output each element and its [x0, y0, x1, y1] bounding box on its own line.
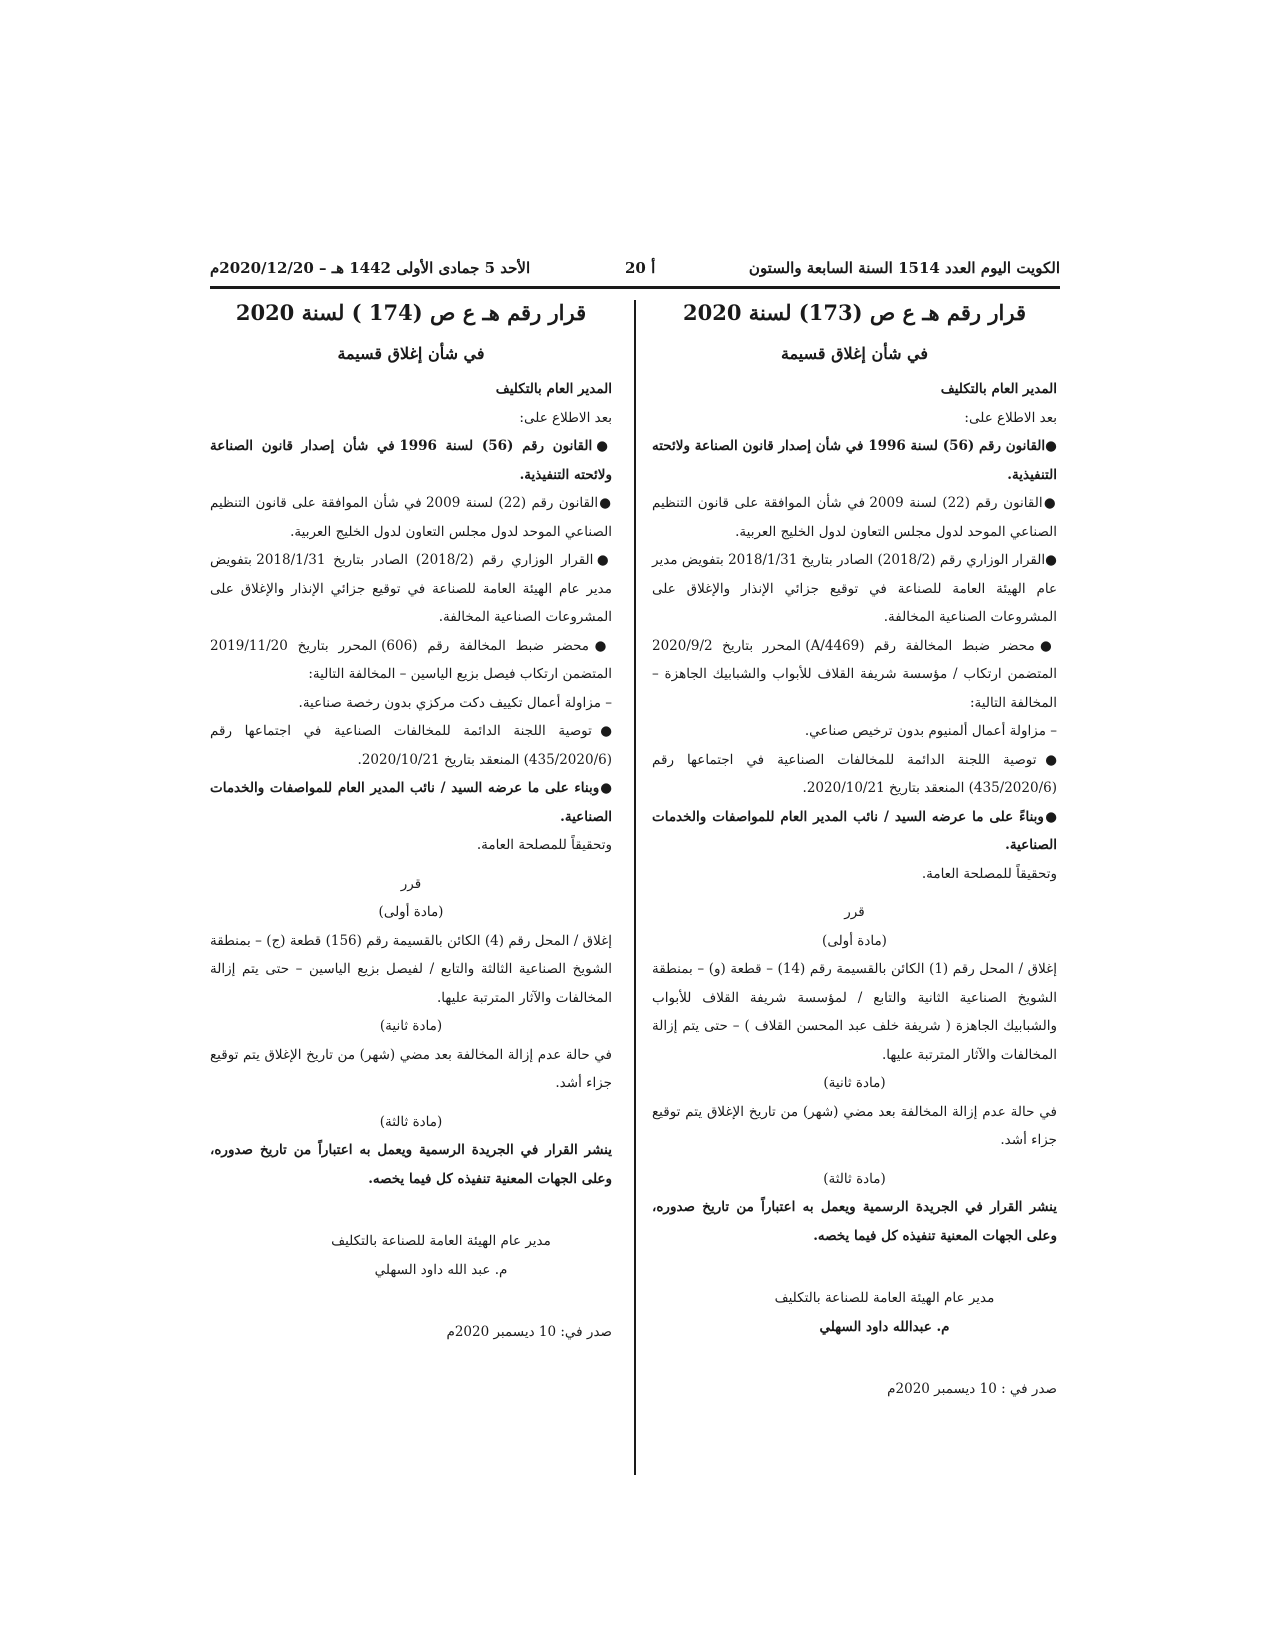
decision-clause-4: ●محضر ضبط المخالفة رقم (606) المحرر بتاريخ 2019/11/20 المتضمن ارتكاب فيصل بزيع الياسين – المخالفة التالية:: [210, 637, 612, 682]
decision-decided: قرر: [844, 904, 865, 920]
article-3-title: (مادة ثالثة): [379, 1113, 443, 1130]
decision-decided: قرر: [400, 875, 422, 892]
decision-preamble: بعد الاطلاع على:: [519, 409, 612, 426]
header-issue-info: الكويت اليوم العدد 1514 السنة السابعة والستون: [748, 259, 1060, 277]
header-rule: [210, 286, 1060, 289]
signatory-title: مدير عام الهيئة العامة للصناعة بالتكليف: [774, 1290, 995, 1306]
issued-date: صدر في : 10 ديسمبر 2020م: [887, 1381, 1057, 1397]
decision-issuer: المدير العام بالتكليف: [495, 381, 612, 397]
signatory-name: م. عبد الله داود السهلي: [374, 1261, 508, 1278]
decision-clause-6: ●وبناءً على ما عرضه السيد / نائب المدير العام للمواصفات والخدمات الصناعية.: [652, 808, 1057, 853]
article-2-text: في حالة عدم إزالة المخالفة بعد مضي (شهر) من تاريخ الإغلاق يتم توقيع جزاء أشد.: [652, 1103, 1057, 1148]
decision-title: قرار رقم هـ ع ص (173) لسنة 2020: [683, 300, 1026, 325]
article-1-title: (مادة أولى): [378, 904, 444, 920]
decision-issuer: المدير العام بالتكليف: [940, 381, 1057, 397]
decision-violation: – مزاولة أعمال ألمنيوم بدون ترخيص صناعي.: [804, 723, 1057, 739]
page-header: [210, 255, 1060, 285]
article-2-title: (مادة ثانية): [823, 1075, 886, 1091]
decision-public-interest: وتحقيقاً للمصلحة العامة.: [921, 865, 1057, 882]
decision-173-column: [652, 295, 1057, 1404]
header-page-number: أ 20: [625, 259, 656, 277]
article-1-title: (مادة أولى): [822, 932, 887, 949]
article-2-text: في حالة عدم إزالة المخالفة بعد مضي (شهر) من تاريخ الإغلاق يتم توقيع جزاء أشد.: [210, 1046, 612, 1091]
decision-clause-3: ●القرار الوزاري رقم (2018/2) الصادر بتاريخ 2018/1/31 بتفويض مدير عام الهيئة العامة للصناعة في توقيع جزائي الإنذار والإغلاق على المشروعات الصناعية المخالفة.: [210, 552, 612, 625]
article-1-text: إغلاق / المحل رقم (4) الكائن بالقسيمة رقم (156) قطعة (ج) – بمنطقة الشويخ الصناعية الثالثة والتابع / لفيصل بزيع الياسين – حتى يتم إزالة المخالفات والآثار المترتبة عليها.: [210, 932, 612, 1006]
article-3-text: ينشر القرار في الجريدة الرسمية ويعمل به اعتباراً من تاريخ صدوره، وعلى الجهات المعنية تنفيذه كل فيما يخصه.: [652, 1199, 1057, 1244]
decision-preamble: بعد الاطلاع على:: [964, 409, 1057, 426]
decision-clause-1: ●القانون رقم (56) لسنة 1996 في شأن إصدار قانون الصناعة ولائحته التنفيذية.: [210, 438, 612, 483]
header-date: الأحد 5 جمادى الأولى 1442 هـ – 2020/12/20م: [210, 259, 531, 277]
decision-clause-5: ●توصية اللجنة الدائمة للمخالفات الصناعية في اجتماعها رقم (435/2020/6) المنعقد بتاريخ 2020/10/21.: [652, 751, 1057, 796]
article-3-text: ينشر القرار في الجريدة الرسمية ويعمل به اعتباراً من تاريخ صدوره، وعلى الجهات المعنية تنفيذه كل فيما يخصه.: [210, 1142, 612, 1187]
decision-clause-3: ●القرار الوزاري رقم (2018/2) الصادر بتاريخ 2018/1/31 بتفويض مدير عام الهيئة العامة للصناعة في توقيع جزائي الإنذار والإغلاق على المشروعات الصناعية المخالفة.: [652, 552, 1057, 625]
signatory-name: م. عبدالله داود السهلي: [819, 1318, 950, 1335]
decision-public-interest: وتحقيقاً للمصلحة العامة.: [476, 837, 612, 853]
article-1-text: إغلاق / المحل رقم (1) الكائن بالقسيمة رقم (14) – قطعة (و) – بمنطقة الشويخ الصناعية الثانية والتابع / لمؤسسة شريفة القلاف للأبواب والشبابيك الجاهزة ( شريفة خلف عبد المحسن القلاف ) – حتى يتم إزالة المخالفات والآثار المترتبة عليها.: [652, 961, 1057, 1063]
decision-title: قرار رقم هـ ع ص (174 ) لسنة 2020: [235, 300, 587, 325]
decision-clause-6: ●وبناء على ما عرضه السيد / نائب المدير العام للمواصفات والخدمات الصناعية.: [210, 780, 612, 825]
signatory-title: مدير عام الهيئة العامة للصناعة بالتكليف: [331, 1233, 551, 1249]
article-2-title: (مادة ثانية): [379, 1018, 443, 1034]
issued-date: صدر في: 10 ديسمبر 2020م: [446, 1324, 612, 1340]
decision-subject: في شأن إغلاق قسيمة: [780, 344, 929, 363]
decision-subject: في شأن إغلاق قسيمة: [337, 344, 485, 363]
decision-violation: – مزاولة أعمال تكييف دكت مركزي بدون رخصة صناعية.: [298, 694, 612, 711]
decision-clause-2: ●القانون رقم (22) لسنة 2009 في شأن الموافقة على قانون التنظيم الصناعي الموحد لدول مجلس التعاون لدول الخليج العربية.: [210, 495, 612, 540]
article-3-title: (مادة ثالثة): [823, 1170, 886, 1187]
decision-clause-5: ●توصية اللجنة الدائمة للمخالفات الصناعية في اجتماعها رقم (435/2020/6) المنعقد بتاريخ 2020/10/21.: [210, 723, 612, 768]
column-divider: [634, 300, 636, 1475]
decision-clause-1: ●القانون رقم (56) لسنة 1996 في شأن إصدار قانون الصناعة ولائحته التنفيذية.: [652, 438, 1057, 483]
decision-174-column: [210, 295, 612, 1347]
decision-clause-2: ●القانون رقم (22) لسنة 2009 في شأن الموافقة على قانون التنظيم الصناعي الموحد لدول مجلس التعاون لدول الخليج العربية.: [652, 495, 1057, 540]
decision-clause-4: ●محضر ضبط المخالفة رقم (A/4469) المحرر بتاريخ 2020/9/2 المتضمن ارتكاب / مؤسسة شريفة القلاف للأبواب والشبابيك الجاهزة – المخالفة التالية:: [652, 637, 1057, 711]
